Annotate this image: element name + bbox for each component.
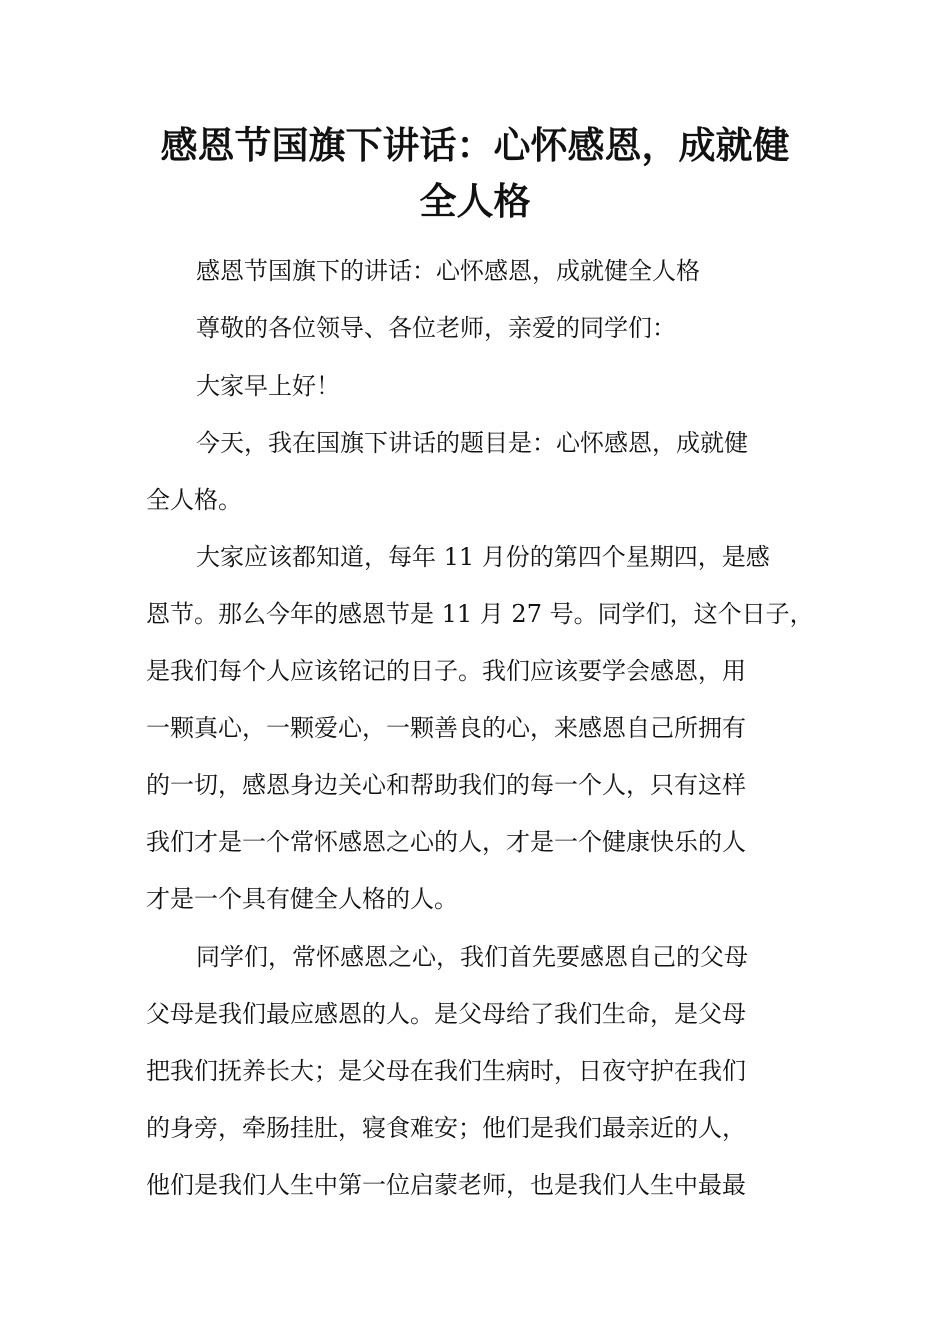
body-line: 大家早上好！ <box>196 372 340 400</box>
body-line: 大家应该都知道，每年 11 月份的第四个星期四，是感 <box>196 543 770 571</box>
title-line-1: 感恩节国旗下讲话：心怀感恩，成就健 <box>160 124 790 167</box>
body-line: 恩节。那么今年的感恩节是 11 月 27 号。同学们，这个日子， <box>146 600 814 628</box>
body-line: 他们是我们人生中第一位启蒙老师，也是我们人生中最最 <box>146 1171 746 1199</box>
title-line-2: 全人格 <box>419 180 531 223</box>
body-line: 我们才是一个常怀感恩之心的人，才是一个健康快乐的人 <box>146 828 746 856</box>
body-line: 今天，我在国旗下讲话的题目是：心怀感恩，成就健 <box>196 429 748 457</box>
body-line: 的一切，感恩身边关心和帮助我们的每一个人，只有这样 <box>146 771 746 799</box>
body-line: 全人格。 <box>146 486 242 514</box>
body-line: 父母是我们最应感恩的人。是父母给了我们生命，是父母 <box>146 1000 746 1028</box>
body-line: 同学们，常怀感恩之心，我们首先要感恩自己的父母 <box>196 943 748 971</box>
body-line: 一颗真心，一颗爱心，一颗善良的心，来感恩自己所拥有 <box>146 714 746 742</box>
body-line: 的身旁，牵肠挂肚，寝食难安；他们是我们最亲近的人， <box>146 1114 746 1142</box>
body-line: 尊敬的各位领导、各位老师，亲爱的同学们： <box>196 314 676 342</box>
body-line: 把我们抚养长大；是父母在我们生病时，日夜守护在我们 <box>146 1057 746 1085</box>
body-line: 是我们每个人应该铭记的日子。我们应该要学会感恩，用 <box>146 657 746 685</box>
body-line: 感恩节国旗下的讲话：心怀感恩，成就健全人格 <box>196 257 700 285</box>
body-line: 才是一个具有健全人格的人。 <box>146 885 458 913</box>
